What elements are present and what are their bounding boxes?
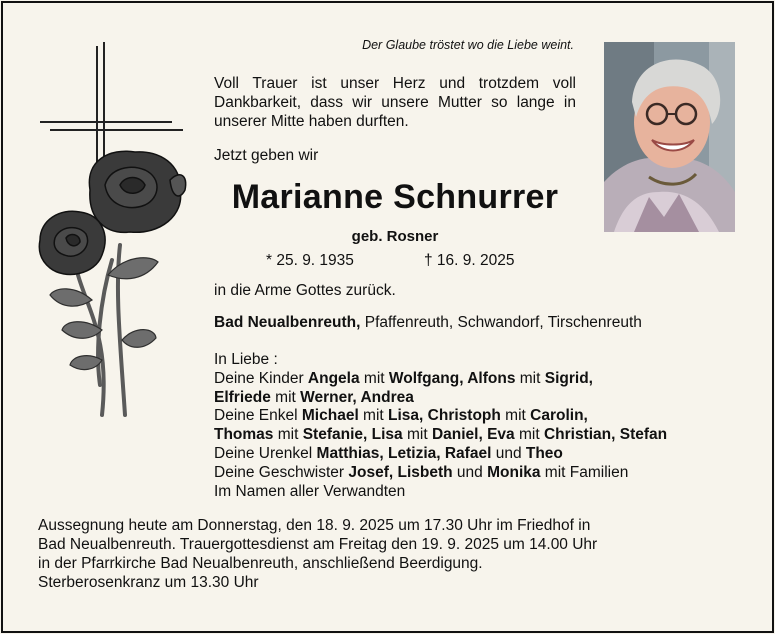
return-text: in die Arme Gottes zurück. bbox=[214, 282, 396, 299]
mourner-names: Sigrid, bbox=[544, 369, 593, 387]
mourner-text: Im Namen aller Verwandten bbox=[214, 482, 406, 500]
mourner-names: Elfriede bbox=[214, 388, 271, 406]
mourner-names: Angela bbox=[307, 369, 360, 387]
places-line bbox=[214, 314, 642, 332]
mourner-text: Deine Geschwister bbox=[214, 463, 349, 481]
intro-text: Voll Trauer ist unser Herz und trotzdem voll Dankbarkeit, dass wir unsere Mutter so lange in unserer Mitte haben durften. bbox=[214, 75, 576, 130]
mourner-names: Christian, Stefan bbox=[543, 426, 668, 444]
mourners-line bbox=[214, 407, 754, 426]
mourner-text: mit Familien bbox=[540, 463, 629, 481]
service-notice bbox=[38, 516, 738, 592]
mourners-line bbox=[214, 426, 754, 445]
mourner-names: Michael bbox=[301, 407, 359, 425]
mourner-names: Monika bbox=[487, 463, 541, 481]
mourner-names: Carolin, bbox=[530, 407, 588, 425]
mourner-names: Theo bbox=[525, 444, 563, 462]
mourner-text: Deine Enkel bbox=[214, 407, 302, 425]
mourner-text: Deine Urenkel bbox=[214, 444, 317, 462]
mourner-text: mit bbox=[514, 426, 544, 444]
portrait-illustration bbox=[604, 42, 735, 232]
notice-line: Bad Neualbenreuth. Trauergottesdienst am Freitag den 19. 9. 2025 um 14.00 Uhr bbox=[38, 536, 598, 553]
notice-line: in der Pfarrkirche Bad Neualbenreuth, anschließend Beerdigung. bbox=[38, 555, 483, 572]
cross-with-roses-illustration bbox=[30, 40, 205, 425]
portrait-photo bbox=[604, 42, 735, 232]
mourner-text: mit bbox=[402, 426, 432, 444]
mourner-text: mit bbox=[273, 426, 303, 444]
mourner-names: Daniel, Eva bbox=[431, 426, 515, 444]
mourner-names: Werner, Andrea bbox=[300, 388, 414, 406]
mourners-line bbox=[214, 464, 754, 483]
mourner-text: und bbox=[491, 444, 526, 462]
mourner-text: Deine Kinder bbox=[214, 369, 308, 387]
other-places: Pfaffenreuth, Schwandorf, Tirschenreuth bbox=[360, 314, 642, 331]
mourners-line bbox=[214, 445, 754, 464]
mourner-text: mit bbox=[358, 407, 389, 425]
mourner-names: Matthias, Letizia, Rafael bbox=[316, 444, 492, 462]
mourner-names: Josef, Lisbeth bbox=[348, 463, 453, 481]
motto: Der Glaube tröstet wo die Liebe weint. bbox=[362, 38, 574, 52]
notice-line: Sterberosenkranz um 13.30 Uhr bbox=[38, 574, 259, 591]
birth-name: geb. Rosner bbox=[351, 228, 439, 245]
mourners-list bbox=[214, 351, 754, 501]
mourners-line bbox=[214, 389, 754, 408]
birth-date: * 25. 9. 1935 bbox=[266, 252, 354, 269]
mourner-names: Stefanie, Lisa bbox=[302, 426, 403, 444]
rose-small bbox=[39, 211, 105, 274]
mourners-heading: In Liebe : bbox=[214, 351, 278, 368]
mourners-line bbox=[214, 483, 754, 502]
death-date: † 16. 9. 2025 bbox=[424, 252, 515, 269]
notice-line: Aussegnung heute am Donnerstag, den 18. 9. 2025 um 17.30 Uhr im Friedhof in bbox=[38, 517, 591, 534]
mourner-text: mit bbox=[270, 388, 301, 406]
mourner-names: Thomas bbox=[214, 426, 274, 444]
mourner-names: Lisa, Christoph bbox=[388, 407, 501, 425]
mourners-line bbox=[214, 370, 754, 389]
mourners-lines bbox=[214, 370, 754, 502]
deceased-name: Marianne Schnurrer bbox=[231, 178, 559, 216]
mourner-names: Wolfgang, Alfons bbox=[388, 369, 516, 387]
mourner-text: und bbox=[452, 463, 488, 481]
lead-text: Jetzt geben wir bbox=[214, 147, 319, 164]
rose-large bbox=[89, 151, 185, 232]
mourner-text: mit bbox=[359, 369, 389, 387]
mourner-text: mit bbox=[500, 407, 531, 425]
main-place: Bad Neualbenreuth, bbox=[214, 314, 361, 331]
mourner-text: mit bbox=[515, 369, 545, 387]
